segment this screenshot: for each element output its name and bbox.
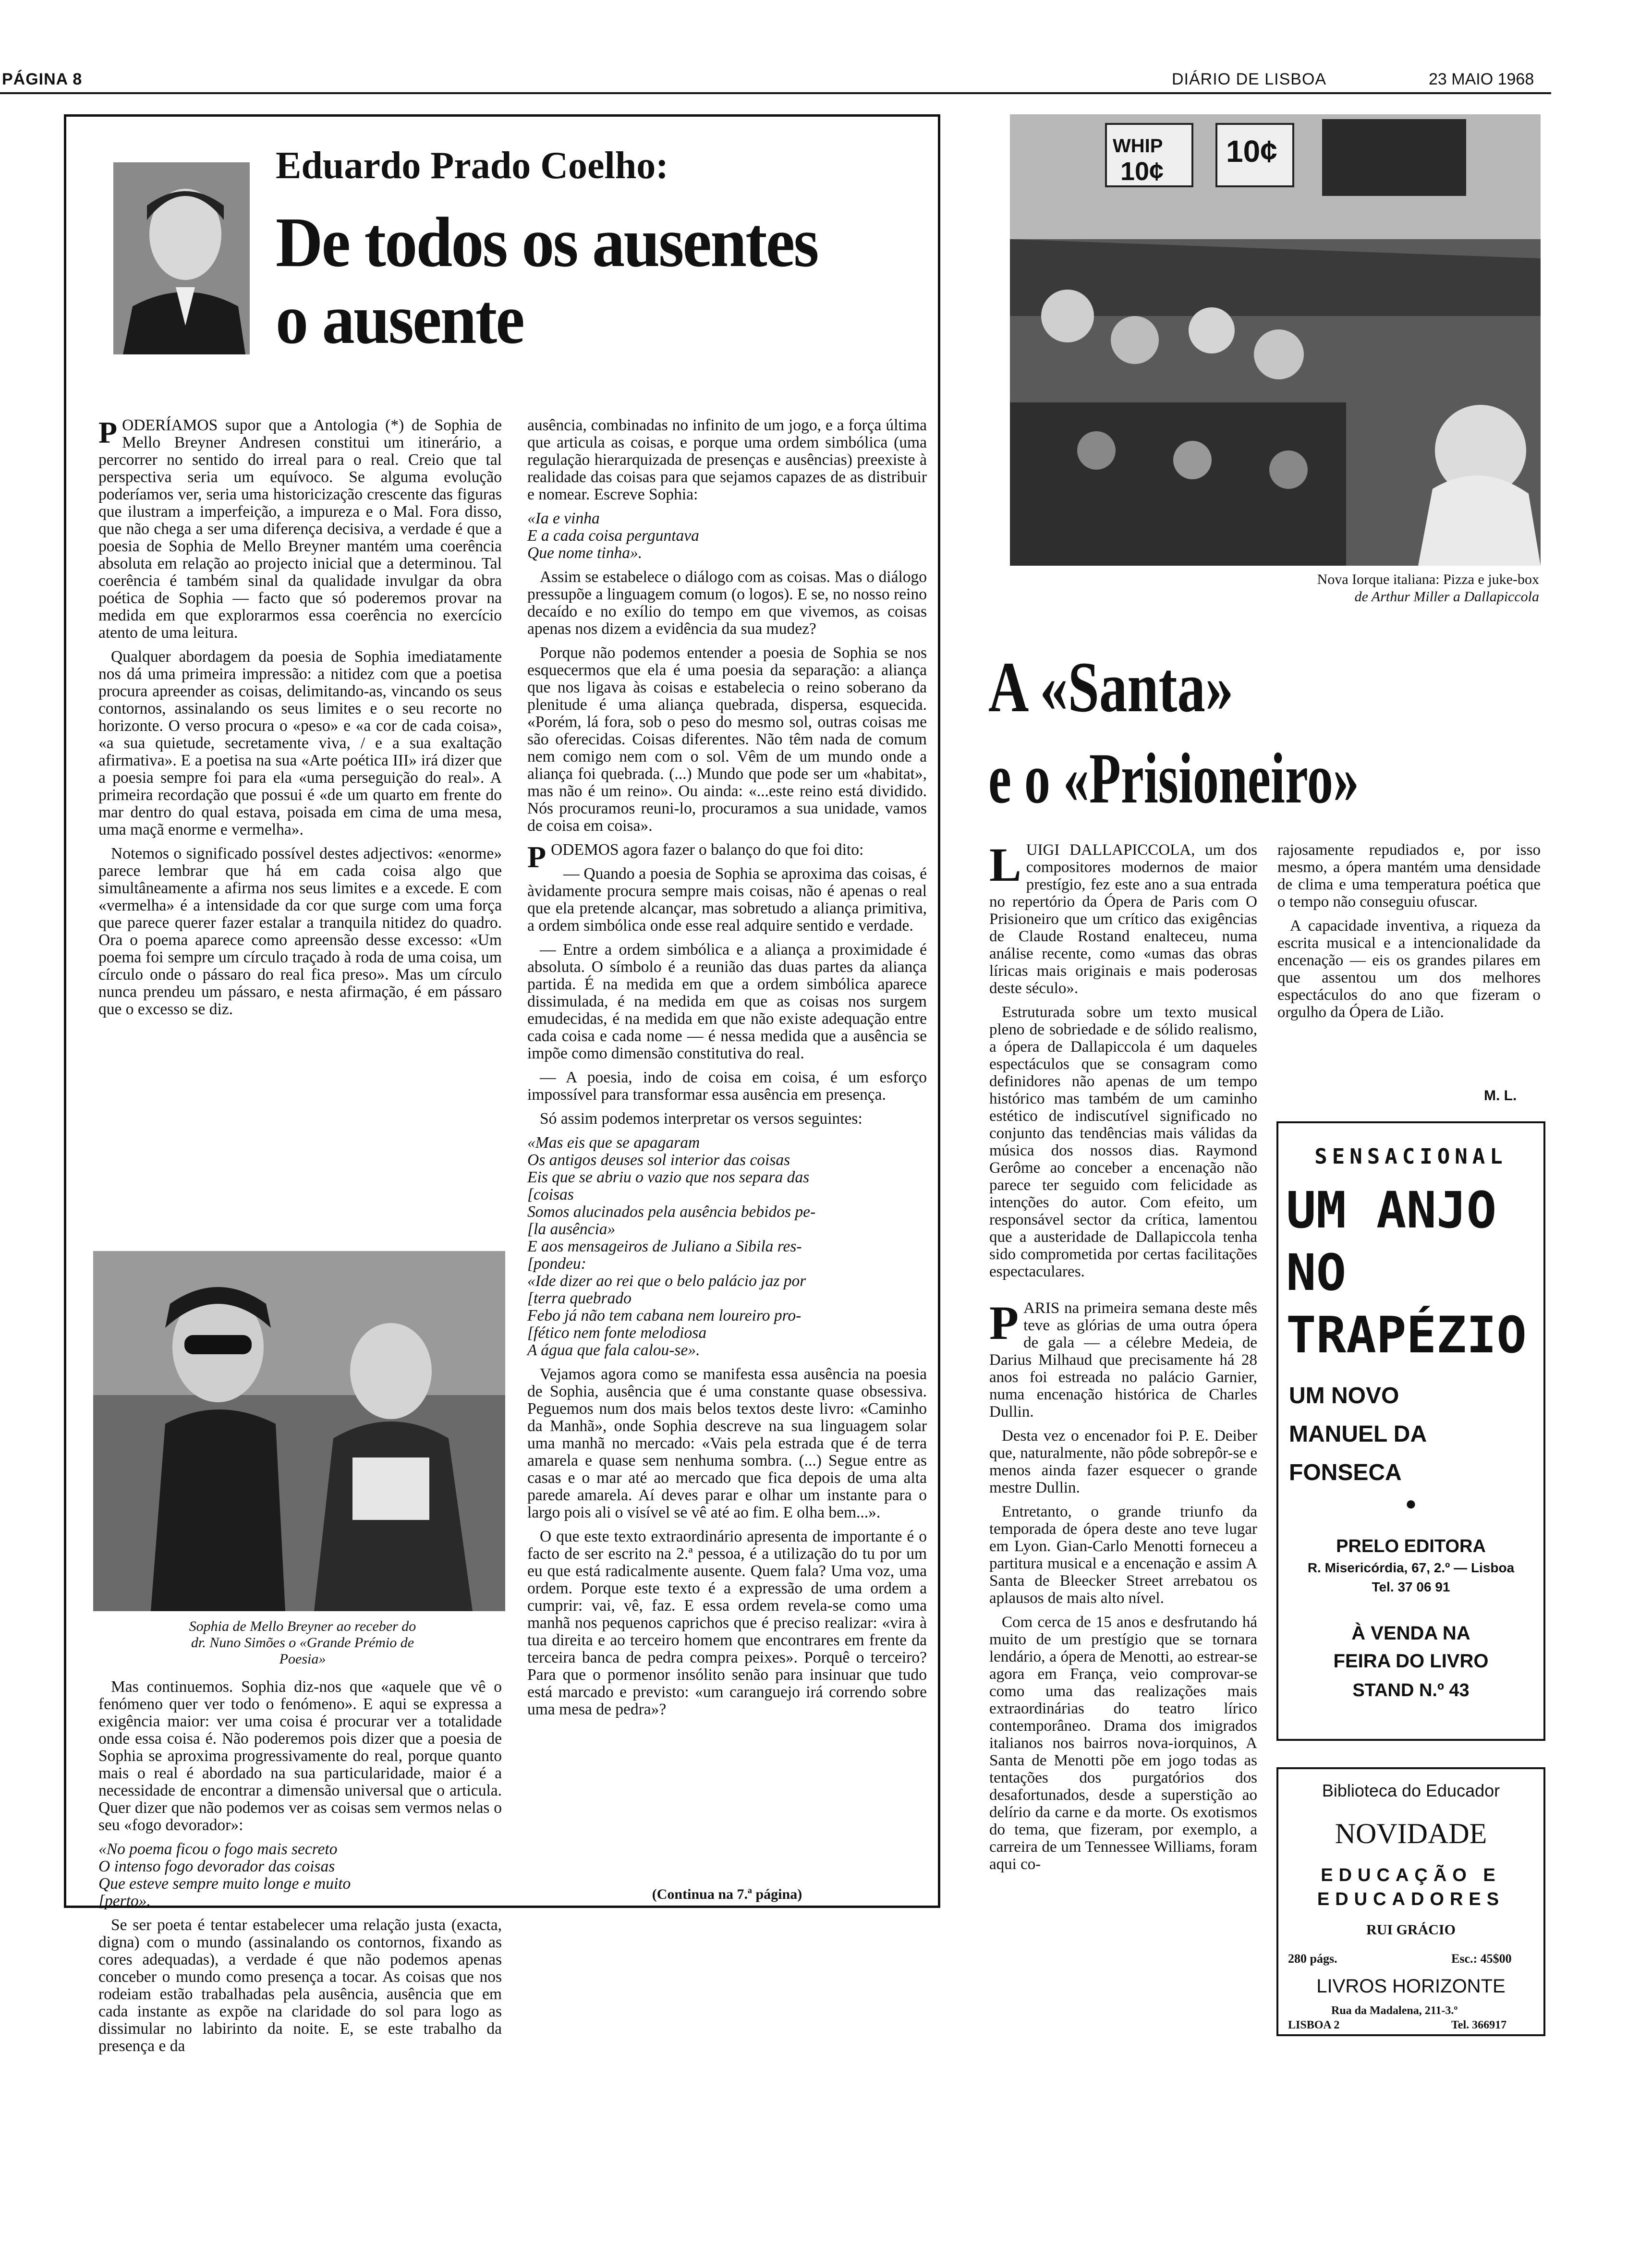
article-column-1-lower xyxy=(98,1678,502,2055)
ad-phone: Tel. 37 06 91 xyxy=(1372,1579,1450,1594)
sophia-photo xyxy=(93,1251,505,1611)
paragraph: Se ser poeta é tentar estabelecer uma relação justa (exacta, digna) com o mundo (assinalando os contornos, fixando as cores adequadas), a verdade é que não podemos apenas conceber o mundo como presença a tocar. As coisas que nos rodeiam estão trabalhadas pela ausência, ausência que em cada instante as expõe na claridade do sol para logo as dissimular no labirinto da noite. E, se este trabalho da presença e da xyxy=(98,1916,502,2055)
dropcap: P xyxy=(527,840,547,874)
poem: «No poema ficou o fogo mais secreto O intenso fogo devorador das coisas Que esteve sempre muito longe e muito [perto». xyxy=(98,1840,351,1910)
article-column-3 xyxy=(989,838,1257,1907)
new-york-photo xyxy=(1010,114,1541,566)
article-column-2 xyxy=(527,417,927,1885)
paragraph: Desta vez o encenador foi P. E. Deiber que, naturalmente, não pôde sobrepôr-se e menos ainda fazer esquecer o grande mestre Dullin. xyxy=(989,1427,1257,1496)
author-portrait xyxy=(113,162,250,354)
paragraph: O que este texto extraordinário apresenta de importante é o facto de ser escrito na 2.ª pessoa, é a utilização do tu por um eu que está radicalmente ausente. Quem fala? Uma voz, uma ordem. Porque este texto é a expressão de uma ordem a cumprir: vai, vê, faz. E essa ordem revela-se como uma manhã nos pequenos caprichos que é preciso realizar: «vira à tua direita e ao terceiro homem que encontrares em frente da terceira banca de pedra compra peixes». Porquê o terceiro? Para que o pormenor insólito senão para insinuar que tudo está marcado e previsto: «um caranguejo irá correndo sobre uma mesa de pedra»? xyxy=(527,1528,927,1718)
book-advertisement xyxy=(1276,1767,1545,2036)
ad-price: Esc.: 45$00 xyxy=(1451,1952,1512,1966)
paragraph: Qualquer abordagem da poesia de Sophia imediatamente nos dá uma primeira impressão: a nitidez com que a poetisa procura apreender as coisas, delimitando-as, vincando os seus contornos, assinalando os seus limites e o seu recorte no horizonte. O verso procura o «peso» e «a cor de cada coisa», «a sua quietude, secretamente viva, / e a sua exaltação afirmativa». E a poetisa na sua «Arte poética III» irá dizer que a poesia sempre foi para ela «uma perseguição do real». A primeira recordação que possui é «de um quarto em frente do mar dentro do qual estava, poisada em cima de uma mesa, uma maçã enorme e vermelha». xyxy=(98,648,502,838)
ad-series: Biblioteca do Educador xyxy=(1322,1781,1500,1800)
paragraph: — A poesia, indo de coisa em coisa, é um esforço impossível para transformar essa ausência em presença. xyxy=(527,1069,927,1104)
photo-caption: Sophia de Mello Breyner ao receber do dr. Nuno Simões o «Grande Prémio de Poesia» xyxy=(189,1618,416,1667)
author-signature: M. L. xyxy=(1484,1088,1517,1104)
article-headline-line2: e o «Prisioneiro» xyxy=(988,739,1359,818)
ad-author-line: UM NOVO xyxy=(1289,1383,1399,1409)
ad-banner: SENSACIONAL xyxy=(1314,1144,1507,1169)
issue-date: 23 MAIO 1968 xyxy=(1429,70,1534,88)
dropcap: P xyxy=(98,415,118,449)
continued-note: (Continua na 7.ª página) xyxy=(652,1886,802,1902)
paragraph: Só assim podemos interpretar os versos seguintes: xyxy=(540,1110,862,1128)
newspaper-name: DIÁRIO DE LISBOA xyxy=(1172,70,1327,88)
shop-sign: 10¢ xyxy=(1226,134,1277,169)
paragraph: ODERÍAMOS supor que a Antologia (*) de Sophia de Mello Breyner Andresen constitui um itinerário, a percorrer no sentido do irreal para o real. Creio que tal perspectiva seria um equívoco. Se alguma evolução poderíamos ver, seria uma historicização crescente das figuras que ilustram a imperfeição, a impureza e o Mal. Fora disso, que não chega a ser uma diferença decisiva, a verdade é que a poesia de Sophia de Mello Breyner mantém uma coerência absoluta em relação ao projecto inicial que a determinou. Tal coerência é também sinal da qualidade invulgar da obra poética de Sophia — facto que só poderemos provar na medida em que explorarmos essa coerência no exercício atento de uma leitura. xyxy=(98,416,502,642)
article-column-1-upper xyxy=(98,417,502,1243)
ad-address: R. Misericórdia, 67, 2.º — Lisboa xyxy=(1307,1560,1515,1575)
ad-sale-line: À VENDA NA xyxy=(1351,1623,1470,1644)
ad-author-line: MANUEL DA xyxy=(1289,1421,1427,1447)
article-headline-line1: A «Santa» xyxy=(988,647,1234,727)
dropcap: L xyxy=(989,838,1021,891)
photo-caption: Nova Iorque italiana: Pizza e juke-box xyxy=(1317,571,1539,587)
book-title: TRAPÉZIO xyxy=(1286,1306,1527,1364)
poem: «Mas eis que se apagaram Os antigos deuses sol interior das coisas Eis que se abriu o vazio que nos separa das [coisas Somos alucinados pela ausência bebidos pe- [la ausência» E aos mensageiros de Juliano a Sibila res- [pondeu: «Ide dizer ao rei que o belo palácio jaz por [terra quebrado Febo já não tem cabana nem loureiro pro- [fético nem fonte melodiosa A água que fala calou-se». xyxy=(527,1134,816,1359)
paragraph: A capacidade inventiva, a riqueza da escrita musical e a intencionalidade da encenação — eis os grandes pilares em que assentou um dos melhores espectáculos do ano que fizeram o orgulho da Ópera de Lião. xyxy=(1277,917,1541,1021)
paragraph: Assim se estabelece o diálogo com as coisas. Mas o diálogo pressupõe a linguagem comum (o logos). E se, no nosso reino decaído e no exílio do tempo em que vivemos, as coisas apenas nos dizem a evidência da sua mudez? xyxy=(527,568,927,638)
ad-stand: STAND N.º 43 xyxy=(1352,1680,1470,1700)
ad-pages: 280 págs. xyxy=(1288,1952,1337,1966)
paragraph: UIGI DALLAPICCOLA, um dos compositores modernos de maior prestígio, fez este ano a sua entrada no repertório da Ópera de Paris com O Prisioneiro que um crítico das exigências de Claude Rostand enalteceu, numa análise recente, como «umas das obras líricas mais originais e mais poderosas deste século». xyxy=(989,841,1257,997)
article-author: Eduardo Prado Coelho: xyxy=(276,145,668,187)
paragraph: Com cerca de 15 anos e desfrutando há muito de um prestígio que se tornara lendário, a ópera de Menotti, ao estrear-se agora em França, veio comprovar-se como uma das realizações mais extraordinárias do teatro lírico contemporâneo. Drama dos imigrados italianos nos bairros nova-iorquinos, A Santa de Menotti põe em jogo todas as tentações dos purgatórios dos desafortunados, desde a superstição ao delírio da carne e da morte. Os exotismos do tema, que fizeram, por exemplo, a carreira de um Tennessee Williams, foram aqui co- xyxy=(989,1614,1257,1873)
dropcap: P xyxy=(989,1296,1019,1349)
book-title: EDUCADORES xyxy=(1317,1889,1505,1909)
paragraph: Notemos o significado possível destes adjectivos: «enorme» parece lembrar que há em cada coisa algo que simultâneamente a afirma nos seus limites e a excede. E com «vermelha» é a intensidade da cor que surge com uma força que parece querer fazer estalar a tranquila nitidez do quadro. Ora o poema aparece como apreensão desse excesso: «Um poema foi sempre um círculo traçado à roda de uma coisa, um círculo onde o pássaro do real fica preso». Mas um círculo nunca prendeu um pássaro, e nesta afirmação, é em pássaro que o excesso se diz. xyxy=(98,845,502,1018)
paragraph: — Entre a ordem simbólica e a aliança a proximidade é absoluta. O símbolo é a reunião das duas partes da aliança partida. É na medida em que a ordem simbólica aparece dissimulada, é na medida em que as coisas nos surgem emudecidas, é na medida em que não existe adequação entre cada coisa e cada nome — é nessa medida que a ausência se impõe como dimensão constitutiva do real. xyxy=(527,941,927,1062)
ad-phone: Tel. 366917 xyxy=(1451,2019,1507,2031)
article-headline-line2: o ausente xyxy=(276,280,524,359)
paragraph: ARIS na primeira semana deste mês teve as glórias de uma outra ópera de gala — a célebre Medeia, de Darius Milhaud que precisamente há 28 anos foi estreada no palácio Garnier, numa encenação histórica de Charles Dullin. xyxy=(989,1300,1257,1421)
article-column-4 xyxy=(1277,841,1541,1101)
book-title: UM ANJO xyxy=(1286,1181,1497,1239)
ad-sale-line: FEIRA DO LIVRO xyxy=(1333,1651,1489,1672)
masthead-rule xyxy=(0,92,1551,94)
page-number: PÁGINA 8 xyxy=(2,70,83,88)
paragraph: Vejamos agora como se manifesta essa ausência na poesia de Sophia, ausência que é uma constante quase obsessiva. Peguemos num dos mais belos textos deste livro: «Caminho da Manhã», onde Sophia descreve na sua linguagem solar uma manhã no mercado: «Vais pela estrada que é de terra amarela e quase sem nenhuma sombra. (...) Segue entre as casas e o mar até ao mercado que fica depois de uma alta parede amarela. Aí deves parar e olhar um instante para o largo pois ali o visível se vê até ao fim. E olha bem...». xyxy=(527,1365,927,1521)
paragraph: rajosamente repudiados e, por isso mesmo, a ópera mantém uma densidade de clima e uma temperatura poética que o tempo não conseguiu ofuscar. xyxy=(1277,841,1541,911)
paragraph: ausência, combinadas no infinito de um jogo, e a força última que articula as coisas, e porque uma ordem simbólica (uma regulação hierarquizada de presenças e ausências) preexiste à realidade das coisas para que sejamos capazes de as distribuir e nomear. Escreve Sophia: xyxy=(527,416,927,503)
book-title: NO xyxy=(1286,1243,1347,1302)
book-advertisement xyxy=(1276,1121,1545,1741)
paragraph: Estruturada sobre um texto musical pleno de sobriedade e de sólido realismo, a ópera de Dallapiccola é um daqueles espectáculos que se consagram como definidores não apenas de um tempo histórico mas também de um caminho estético de indiscutível significado no conjunto das tendências mais válidas da música dos nossos dias. Raymond Gerôme ao conceber a encenação não parece ter seguido com felicidade as intenções do autor. Com efeito, um responsável sector da crítica, lamentou que a austeridade de Dallapiccola tenha sido comprometida por certas facilitações espectaculares. xyxy=(989,1004,1257,1280)
paragraph: ODEMOS agora fazer o balanço do que foi dito: xyxy=(551,841,864,859)
paragraph: Entretanto, o grande triunfo da temporada de ópera deste ano teve lugar em Lyon. Gian-Carlo Menotti forneceu a partitura musical e a encenação e assim A Santa de Bleecker Street arrebatou os aplausos de mais alto nível. xyxy=(989,1503,1257,1607)
paragraph: Mas continuemos. Sophia diz-nos que «aquele que vê o fenómeno quer ver todo o fenómeno». E aqui se expressa a exigência maior: ver uma coisa é procurar ver a totalidade onde essa coisa é. Não poderemos pois dizer que a poesia de Sophia se aproxima progressivamente do real, porque quanto mais o real é abordado na sua particularidade, maior é a necessidade de encontrar a dimensão universal que o articula. Quer dizer que não podemos ver as coisas sem vermos nelas o seu «fogo devorador»: xyxy=(98,1678,502,1834)
ad-city: LISBOA 2 xyxy=(1288,2019,1340,2031)
ad-publisher: LIVROS HORIZONTE xyxy=(1316,1976,1506,1997)
paragraph: — Quando a poesia de Sophia se aproxima das coisas, é àvidamente procura sempre mais coisas, não é apenas o real que ela pretende alcançar, mas sobretudo a aliança primitiva, a ordem simbólica onde esse real adquire sentido e verdade. xyxy=(527,865,927,935)
photo-caption: de Arthur Miller a Dallapiccola xyxy=(1354,589,1539,605)
ad-novelty: NOVIDADE xyxy=(1335,1818,1487,1849)
ad-author: RUI GRÁCIO xyxy=(1366,1922,1456,1938)
ad-address: Rua da Madalena, 211-3.º xyxy=(1331,2004,1458,2017)
article-headline-line1: De todos os ausentes xyxy=(276,203,818,282)
bullet-icon: ● xyxy=(1405,1493,1417,1514)
shop-sign: WHIP xyxy=(1113,135,1163,157)
poem: «Ia e vinha E a cada coisa perguntava Que nome tinha». xyxy=(527,510,699,562)
paragraph: Porque não podemos entender a poesia de Sophia se nos esquecermos que ela é uma poesia da separação: a aliança que nos ligava às coisas e estabelecia o reino soberano da plenitude é uma aliança quebrada, dispersa, esquecida. «Porém, lá fora, sob o peso do mesmo sol, outras coisas me são oferecidas. Coisas diferentes. Não têm nada de comum nem comigo nem com o sol. Vêm de um mundo onde a aliança foi quebrada. (...) Mundo que pode ser um «habitat», mas não é um reino». Ou ainda: «...este reino está dividido. Nós procuramos reuni-lo, procuramos a sua unidade, vamos de coisa em coisa». xyxy=(527,644,927,835)
shop-sign: 10¢ xyxy=(1120,157,1164,186)
book-title: EDUCAÇÃO E xyxy=(1321,1865,1501,1885)
ad-publisher: PRELO EDITORA xyxy=(1336,1536,1486,1556)
ad-author-line: FONSECA xyxy=(1289,1460,1402,1485)
